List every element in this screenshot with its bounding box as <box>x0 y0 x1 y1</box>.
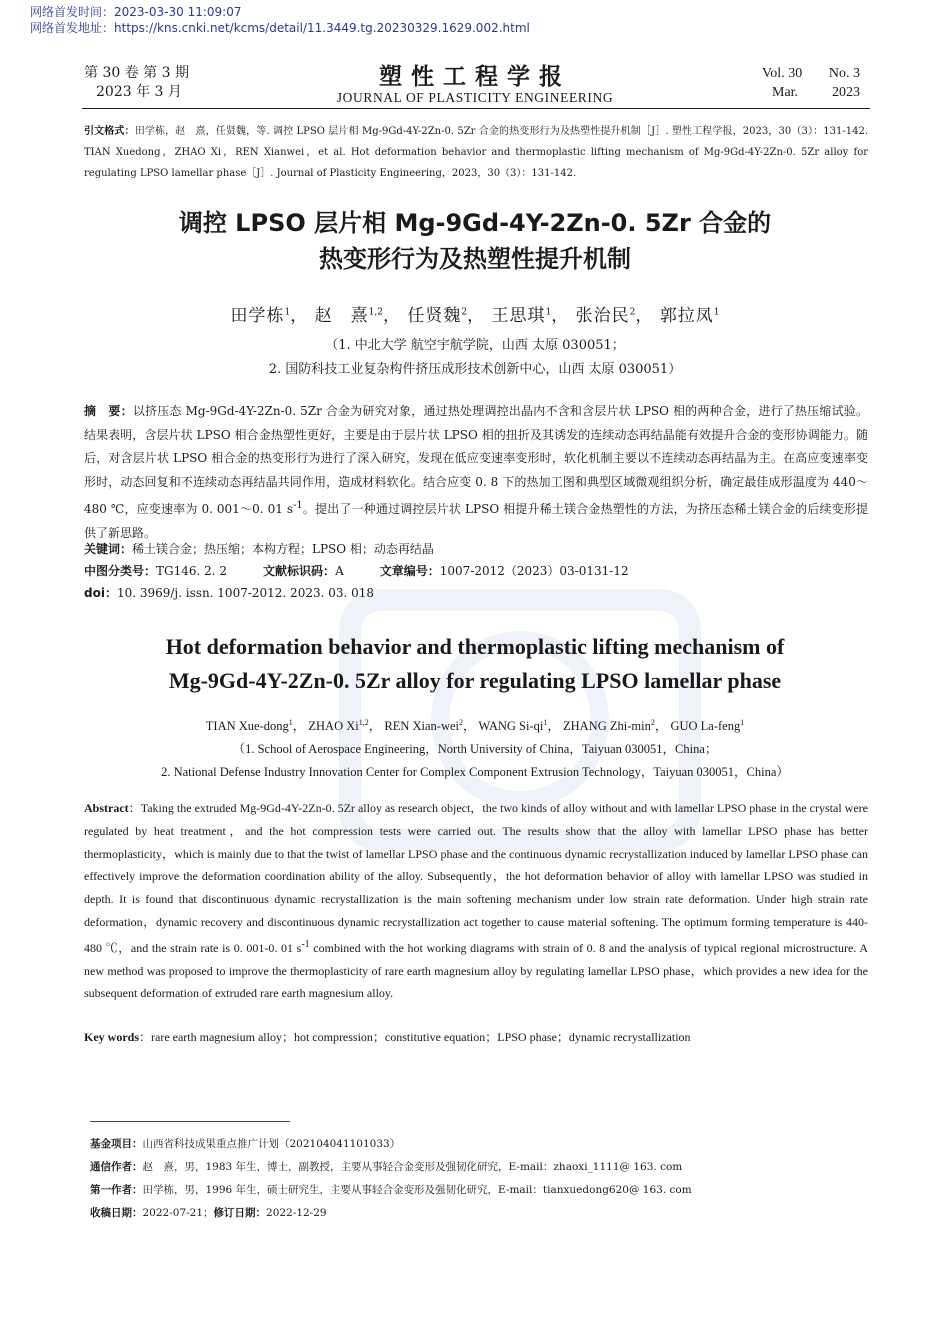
corresponding-label: 通信作者： <box>90 1161 143 1173</box>
footnote-dates <box>90 1202 870 1225</box>
received-label: 收稿日期： <box>90 1207 143 1219</box>
affiliation-cn-2: 2. 国防科技工业复杂构件挤压成形技术创新中心，山西 太原 030051） <box>268 362 682 377</box>
author-en-affil: 2 <box>459 717 463 727</box>
doi-line <box>84 582 868 604</box>
publication-meta <box>30 4 530 36</box>
title-cn <box>0 205 950 277</box>
author-en-affil: 1 <box>543 717 548 727</box>
abstract-cn-label: 摘 要： <box>84 404 133 418</box>
fund-label: 基金项目： <box>90 1138 143 1150</box>
keywords-en-label: Key words <box>84 1030 139 1044</box>
doi-value: 10. 3969/j. issn. 1007-2012. 2023. 03. 018 <box>116 586 375 600</box>
author-cn: 王思琪 <box>491 306 546 326</box>
revised-label: 修订日期： <box>213 1207 267 1219</box>
first-author-label: 第一作者： <box>90 1184 143 1196</box>
corresponding-text: 赵 熹，男，1983 年生，博士，副教授，主要从事轻合金变形及强韧化研究，E-mail：zhaoxi_1111@ 163. com <box>142 1161 683 1173</box>
journal-title-en: JOURNAL OF PLASTICITY ENGINEERING <box>336 90 614 105</box>
footnote-first-author <box>90 1179 870 1202</box>
author-en: GUO La-feng <box>670 719 741 733</box>
keywords-cn-text: 稀土镁合金；热压缩；本构方程；LPSO 相；动态再结晶 <box>132 542 434 556</box>
article-no-value: 1007-2012（2023）03-0131-12 <box>439 564 629 578</box>
fund-text: 山西省科技成果重点推广计划（202104041101033） <box>142 1138 401 1150</box>
doc-code-label: 文献标识码： <box>263 564 336 578</box>
first-author-text: 田学栋，男，1996 年生，硕士研究生，主要从事轻合金变形及强韧化研究，E-mail：tianxuedong620@ 163. com <box>142 1184 692 1196</box>
volume-en: Vol. 30 <box>762 66 803 81</box>
abstract-cn-text: 以挤压态 Mg-9Gd-4Y-2Zn-0. 5Zr 合金为研究对象，通过热处理调控出晶内不含和含层片状 LPSO 相的两种合金，进行了热压缩试验。结果表明，含层片状 LPSO 相合金热塑性更好，主要是由于层片状 LPSO 相的扭折及其诱发的连续动态再结晶能有效提升合金的变形协调能力。随后，对含层片状 LPSO 相合金的热变形行为进行了深入研究，发现在低应变速率变形时，软化机制主要以不连续动态再结晶为主。在高应变速率变形时，动态回复和不连续动态再结晶共同作用，造成材料软化。结合应变 0. 8 下的热加工图和典型区域微观组织分析，确定最佳成形温度为 440～480 ℃，应变速率为 0. 001～0. 01 s <box>84 404 868 516</box>
author-en-affil: 1 <box>288 717 293 727</box>
first-publish-time-label: 网络首发时间： <box>30 5 115 19</box>
author-cn: 郭拉凤 <box>659 306 714 326</box>
abstract-en-text: ：Taking the extruded Mg-9Gd-4Y-2Zn-0. 5Zr alloy as research object，the two kinds of alloy without and with lamellar LPSO phase in the crystal were regulated by heat treatment，and the hot compression tests were carried out. The results show that the alloy with lamellar LPSO phase has better thermoplasticity，which is mainly due to that the twist of lamellar LPSO phase and the continuous dynamic recrystallization induced by lamellar LPSO phase can effectively improve the deformation coordination ability of the alloy. Subsequently，the hot deformation behavior of alloy with lamellar LPSO was studied in depth. It is found that discontinuous dynamic recrystallization is the main softening mechanism under low strain rate deformation. Under high strain rate deformation，dynamic recovery and discontinuous dynamic recrystallization act together to cause material softening. The optimum forming temperature is 440-480 ℃，and the strain rate is 0. 001-0. 01 s <box>84 801 868 955</box>
article-no-label: 文章编号： <box>379 564 440 578</box>
clc-label: 中图分类号： <box>84 564 157 578</box>
author-en-affil: 1,2 <box>358 717 369 727</box>
keywords-en-text: ：rare earth magnesium alloy；hot compression；constitutive equation；LPSO phase；dynamic recrystallization <box>139 1030 691 1044</box>
affiliation-en-1: （1. School of Aerospace Engineering，North University of China，Taiyuan 030051，China； <box>232 742 718 756</box>
doc-code-value: A <box>335 564 344 578</box>
author-cn: 赵 熹 <box>314 306 369 326</box>
authors-cn: 田学栋$^1$， 赵 熹$^{1,2}$， 任贤魏$^2$， 王思琪$^1$， 张治民$^2$， 郭拉凤$^1$ <box>230 306 720 326</box>
title-en <box>0 630 950 698</box>
journal-title-cn: 塑性工程学报 <box>379 63 571 90</box>
abstract-cn-sup: -1 <box>292 500 303 511</box>
header-divider <box>82 108 870 109</box>
abstract-en <box>84 797 868 1005</box>
author-en-affil: 1 <box>740 717 745 727</box>
author-cn-affil: 1 <box>284 307 291 318</box>
citation-label: 引文格式： <box>84 126 135 137</box>
clc-value: TG146. 2. 2 <box>156 564 228 578</box>
abstract-en-tail: combined with the hot working diagrams with strain of 0. 8 and the analysis of typical regional microstructure. A new method was proposed to improve the thermoplasticity of rare earth magnesium alloy by regulating lamellar LPSO phase，which provides a new idea for the subsequent deformation of extruded rare earth magnesium alloy. <box>84 940 868 1001</box>
keywords-cn <box>84 538 868 560</box>
classification-line <box>84 560 868 582</box>
abstract-cn <box>84 400 868 545</box>
received-text: 2022-07-21； <box>142 1207 214 1219</box>
title-en-line2: Mg-9Gd-4Y-2Zn-0. 5Zr alloy for regulating LPSO lamellar phase <box>168 668 782 693</box>
abstract-cn-tail: 。提出了一种通过调控层片状 LPSO 相提升稀土镁合金热塑性的方法，为挤压态稀土镁合金的后续变形提供了新思路。 <box>84 502 869 540</box>
footnote-corresponding <box>90 1156 870 1179</box>
affiliation-cn-1: （1. 中北大学 航空宇航学院，山西 太原 030051； <box>325 338 625 353</box>
volume-issue-cn: 第 30 卷 第 3 期 <box>84 65 189 81</box>
author-cn-affil: 1 <box>713 307 720 318</box>
footnote-fund <box>90 1133 870 1156</box>
month-en: Mar. <box>772 85 799 100</box>
author-cn: 张治民 <box>575 306 630 326</box>
abstract-en-label: Abstract <box>84 801 129 815</box>
affiliations-cn <box>0 334 950 382</box>
author-cn: 田学栋 <box>230 306 285 326</box>
author-en: TIAN Xue-dong <box>205 719 289 733</box>
first-publish-address-link[interactable]: https://kns.cnki.net/kcms/detail/11.3449.tg.20230329.1629.002.html <box>114 21 530 35</box>
date-cn: 2023 年 3 月 <box>96 84 182 100</box>
author-cn-affil: 2 <box>461 307 468 318</box>
title-cn-line1: 调控 LPSO 层片相 Mg-9Gd-4Y-2Zn-0. 5Zr 合金的 <box>178 209 772 237</box>
author-en: ZHAO Xi <box>308 719 359 733</box>
footnote-divider <box>90 1121 290 1122</box>
issue-en: No. 3 <box>828 66 860 81</box>
author-en: WANG Si-qi <box>478 719 544 733</box>
first-publish-address-label: 网络首发地址： <box>30 21 115 35</box>
citation-text: 田学栋，赵 熹，任贤魏，等. 调控 LPSO 层片相 Mg-9Gd-4Y-2Zn-0. 5Zr 合金的热变形行为及热塑性提升机制［J］. 塑性工程学报，2023，30（3）：131-142. TIAN Xuedong，ZHAO Xi，REN Xianwei，et al. Hot deformation behavior and thermoplastic lifting mechanism of Mg-9Gd-4Y-2Zn-0. 5Zr alloy for regulating LPSO lamellar phase［J］. Journal of Plasticity Engineering，2023，30（3）：131-142. <box>84 126 869 179</box>
first-publish-time-value: 2023-03-30 11:09:07 <box>114 5 242 19</box>
citation-block <box>84 121 868 184</box>
keywords-cn-label: 关键词： <box>84 542 133 556</box>
author-cn: 任贤魏 <box>407 306 462 326</box>
year-en: 2023 <box>832 85 860 100</box>
authors-en: TIAN Xue-dong$^1$， ZHAO Xi$^{1,2}$， REN Xian-wei$^2$， WANG $Si-qi^1$， ZHANG Zhi-$\min^2$， GUO La-feng$^1$ <box>205 717 745 733</box>
revised-text: 2022-12-29 <box>266 1207 327 1219</box>
title-cn-line2: 热变形行为及热塑性提升机制 <box>319 245 631 273</box>
doi-label: doi： <box>84 586 117 600</box>
title-en-line1: Hot deformation behavior and thermoplastic lifting mechanism of <box>165 634 785 659</box>
keywords-en <box>84 1026 868 1048</box>
author-cn-affil: 2 <box>629 307 636 318</box>
author-cn-affil: 1,2 <box>368 307 383 318</box>
author-en-affil: 2 <box>650 717 655 727</box>
abstract-en-sup: -1 <box>301 938 310 950</box>
footnotes <box>90 1133 870 1225</box>
affiliation-en-2: 2. National Defense Industry Innovation Center for Complex Component Extrusion Technology，Taiyuan 030051，China） <box>161 765 789 779</box>
affiliations-en <box>0 738 950 784</box>
author-en: REN Xian-wei <box>384 719 459 733</box>
author-en: ZHANG Zhi-min <box>562 719 651 733</box>
author-cn-affil: 1 <box>545 307 552 318</box>
header-volume-en <box>762 64 860 102</box>
